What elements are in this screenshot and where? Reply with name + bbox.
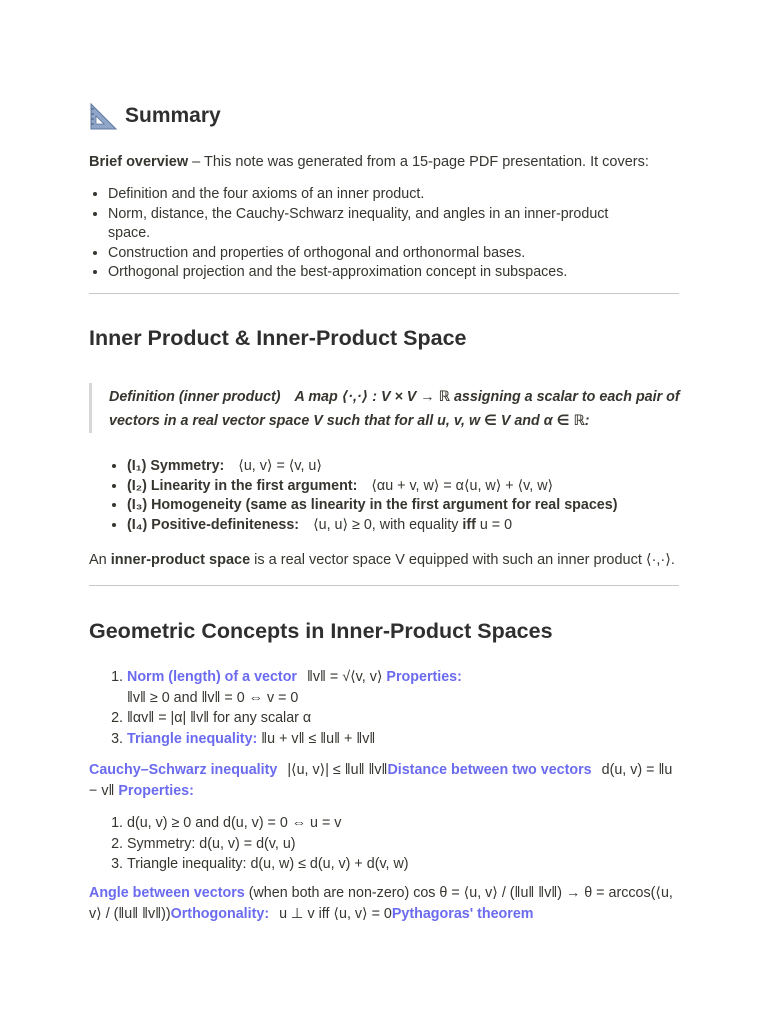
triangle-ruler-icon	[89, 101, 119, 131]
list-item: 2. ‖αv‖ = |α| ‖v‖ for any scalar α	[127, 708, 687, 729]
norm-list	[89, 667, 687, 749]
section-heading-geometric: Geometric Concepts in Inner-Product Spaces	[89, 619, 553, 643]
list-item	[127, 729, 687, 750]
sentence-term: inner-product space	[110, 552, 251, 568]
axiom-formula: ⟨u, v⟩ = ⟨v, u⟩	[238, 458, 322, 474]
axiom-formula	[313, 517, 512, 533]
axiom-label: (I₂) Linearity in the first argument:	[127, 477, 358, 494]
definition-label: Definition (inner product)	[109, 389, 281, 405]
cs-formula: |⟨u, v⟩| ≤ ‖u‖ ‖v‖	[287, 762, 388, 778]
axiom-label: (I₁) Symmetry:	[127, 458, 225, 474]
angle-label: Angle between vectors	[89, 885, 245, 901]
angle-paragraph	[89, 883, 679, 925]
list-item	[127, 457, 687, 477]
axiom-list	[108, 457, 687, 535]
definition-text: A map ⟨·,·⟩ : V × V → ℝ assigning a scalar to each pair of vectors in a real vector space V such that for all u, v, w ∈ V and α ∈ ℝ:	[109, 389, 680, 429]
sentence-pre: An	[89, 552, 111, 568]
orthogonality-label: Orthogonality:	[170, 906, 270, 922]
axiom-label: (I₄) Positive-definiteness:	[127, 516, 300, 533]
axiom-formula: ⟨αu + v, w⟩ = α⟨u, w⟩ + ⟨v, w⟩	[371, 477, 554, 494]
list-item: 2. Symmetry: d(u, v) = d(v, u)	[127, 834, 687, 855]
list-item: 1. d(u, v) ≥ 0 and d(u, v) = 0 ⇔ u = v	[127, 813, 687, 834]
list-item	[127, 516, 687, 536]
brief-overview	[89, 152, 679, 172]
distance-formula: d(u, v) = ‖u − v‖	[89, 762, 673, 799]
overview-text: – This note was generated from a 15-page PDF presentation. It covers:	[188, 154, 649, 170]
list-item: 3. Triangle inequality: d(u, w) ≤ d(u, v) + d(v, w)	[127, 854, 687, 875]
angle-formula: (when both are non-zero) cos θ = ⟨u, v⟩ / (‖u‖ ‖v‖) → θ = arccos(⟨u, v⟩ / (‖u‖ ‖v‖))	[89, 885, 673, 922]
divider	[89, 585, 679, 586]
axiom-formula-iff: iff	[462, 516, 476, 533]
axiom-formula-text: ⟨u, u⟩ ≥ 0, with equality	[313, 516, 463, 533]
section-heading-inner-product: Inner Product & Inner-Product Space	[89, 326, 467, 350]
list-item: • Norm, distance, the Cauchy-Schwarz inequality, and angles in an inner-product space.	[108, 205, 648, 244]
orthogonality-formula: u ⊥ v iff ⟨u, v⟩ = 0	[279, 906, 392, 922]
list-item	[127, 496, 687, 516]
properties-label: Properties:	[386, 669, 462, 685]
summary-heading	[89, 98, 221, 134]
overview-label: Brief overview	[89, 154, 189, 170]
list-item: • Construction and properties of orthogonal and orthonormal bases.	[108, 244, 648, 264]
inner-product-space-sentence	[89, 550, 679, 570]
list-item: • Definition and the four axioms of an inner product.	[108, 185, 648, 205]
norm-formula: ‖v‖ = √⟨v, v⟩	[307, 669, 383, 685]
list-item	[127, 477, 687, 497]
norm-property: ‖v‖ ≥ 0 and ‖v‖ = 0 ⇔ v = 0	[127, 689, 299, 706]
definition-callout	[89, 383, 694, 433]
triangle-formula: ‖u + v‖ ≤ ‖u‖ + ‖v‖	[257, 730, 376, 747]
axiom-label: (I₃) Homogeneity (same as linearity in the first argument for real spaces)	[127, 497, 618, 513]
divider	[89, 293, 679, 294]
distance-label: Distance between two vectors	[387, 762, 592, 778]
distance-properties-list	[89, 813, 687, 875]
cs-label: Cauchy–Schwarz inequality	[89, 762, 278, 778]
triangle-label: Triangle inequality:	[127, 730, 258, 747]
cauchy-schwarz-paragraph	[89, 760, 679, 802]
sentence-post: is a real vector space V equipped with such an inner product ⟨·,·⟩.	[250, 552, 675, 568]
list-item	[127, 667, 687, 708]
axiom-formula-tail: u = 0	[475, 516, 513, 533]
list-item: • Orthogonal projection and the best-approximation concept in subspaces.	[108, 263, 648, 283]
properties-label: Properties:	[118, 783, 194, 799]
summary-title: Summary	[125, 104, 221, 127]
summary-bullet-list	[108, 185, 648, 283]
pythagoras-label: Pythagoras' theorem	[391, 906, 534, 922]
norm-label: Norm (length) of a vector	[127, 669, 297, 685]
